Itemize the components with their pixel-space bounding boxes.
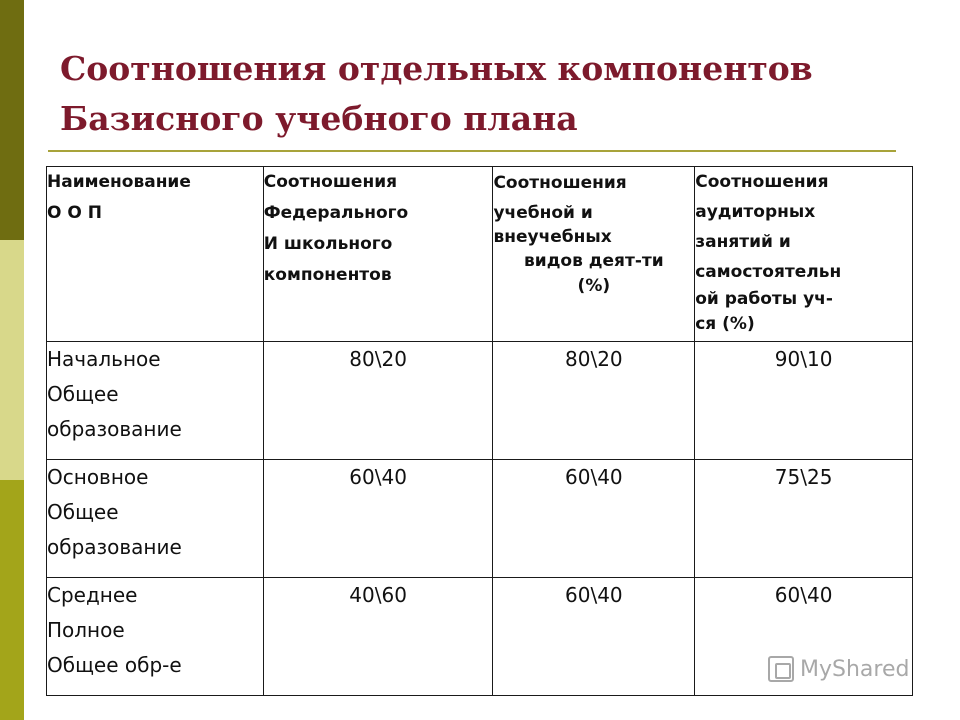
side-stripe-bottom [0,480,24,720]
federal-school-ratio: 80\20 [263,342,493,460]
classroom-ratio: 60\40 [695,578,913,696]
header-text: О О П [47,203,102,223]
header-text: Соотношения [263,172,398,192]
header-text: (%) [577,276,611,296]
header-cell-classroom-independent [695,167,913,342]
header-text: занятий и [695,232,791,252]
classroom-ratio: 75\25 [695,460,913,578]
header-text: Наименование [47,172,191,192]
header-text: ой работы уч- [695,289,833,309]
header-text: Соотношения [695,172,829,192]
myshared-logo-icon [768,656,794,682]
slide-title [60,44,920,144]
side-stripe-middle [0,240,24,480]
header-cell-oop-name [47,167,264,342]
classroom-ratio: 90\10 [695,342,913,460]
ratio-table [46,166,913,696]
slide-title-line-1: Соотношения отдельных компонентов [60,49,813,88]
row-name-text: Основное [47,465,149,489]
federal-school-ratio: 40\60 [263,578,493,696]
header-text: внеучебных [493,227,612,247]
header-cell-federal-school [263,167,493,342]
row-name-text: Среднее [47,583,138,607]
watermark [768,656,909,682]
curricular-ratio: 60\40 [493,460,695,578]
table-row [47,342,913,460]
curricular-ratio: 60\40 [493,578,695,696]
row-name-text: Общее [47,500,119,524]
row-name-text: Начальное [47,347,161,371]
row-name-text: образование [47,417,182,441]
row-name-text: Общее [47,382,119,406]
table-row [47,460,913,578]
row-name-text: Полное [47,618,125,642]
header-text: И школьного [263,234,393,254]
row-name-cell [47,342,264,460]
side-stripe-top [0,0,24,240]
header-text: Соотношения [493,173,627,193]
header-text: аудиторных [695,202,816,222]
title-divider [48,150,896,152]
row-name-text: образование [47,535,182,559]
header-cell-curricular-extracurricular [493,167,695,342]
header-text: видов деят-ти [524,251,664,271]
watermark-text: MyShared [800,656,910,682]
header-text: учебной и [493,203,593,223]
row-name-cell [47,578,264,696]
header-text: самостоятельн [695,262,842,282]
header-text: Федерального [263,203,409,223]
row-name-text: Общее обр-е [47,653,182,677]
row-name-cell [47,460,264,578]
header-text: компонентов [263,265,392,285]
table-header-row [47,167,913,342]
slide-title-line-2: Базисного учебного плана [60,99,578,138]
header-text: ся (%) [695,314,755,334]
curricular-ratio: 80\20 [493,342,695,460]
federal-school-ratio: 60\40 [263,460,493,578]
